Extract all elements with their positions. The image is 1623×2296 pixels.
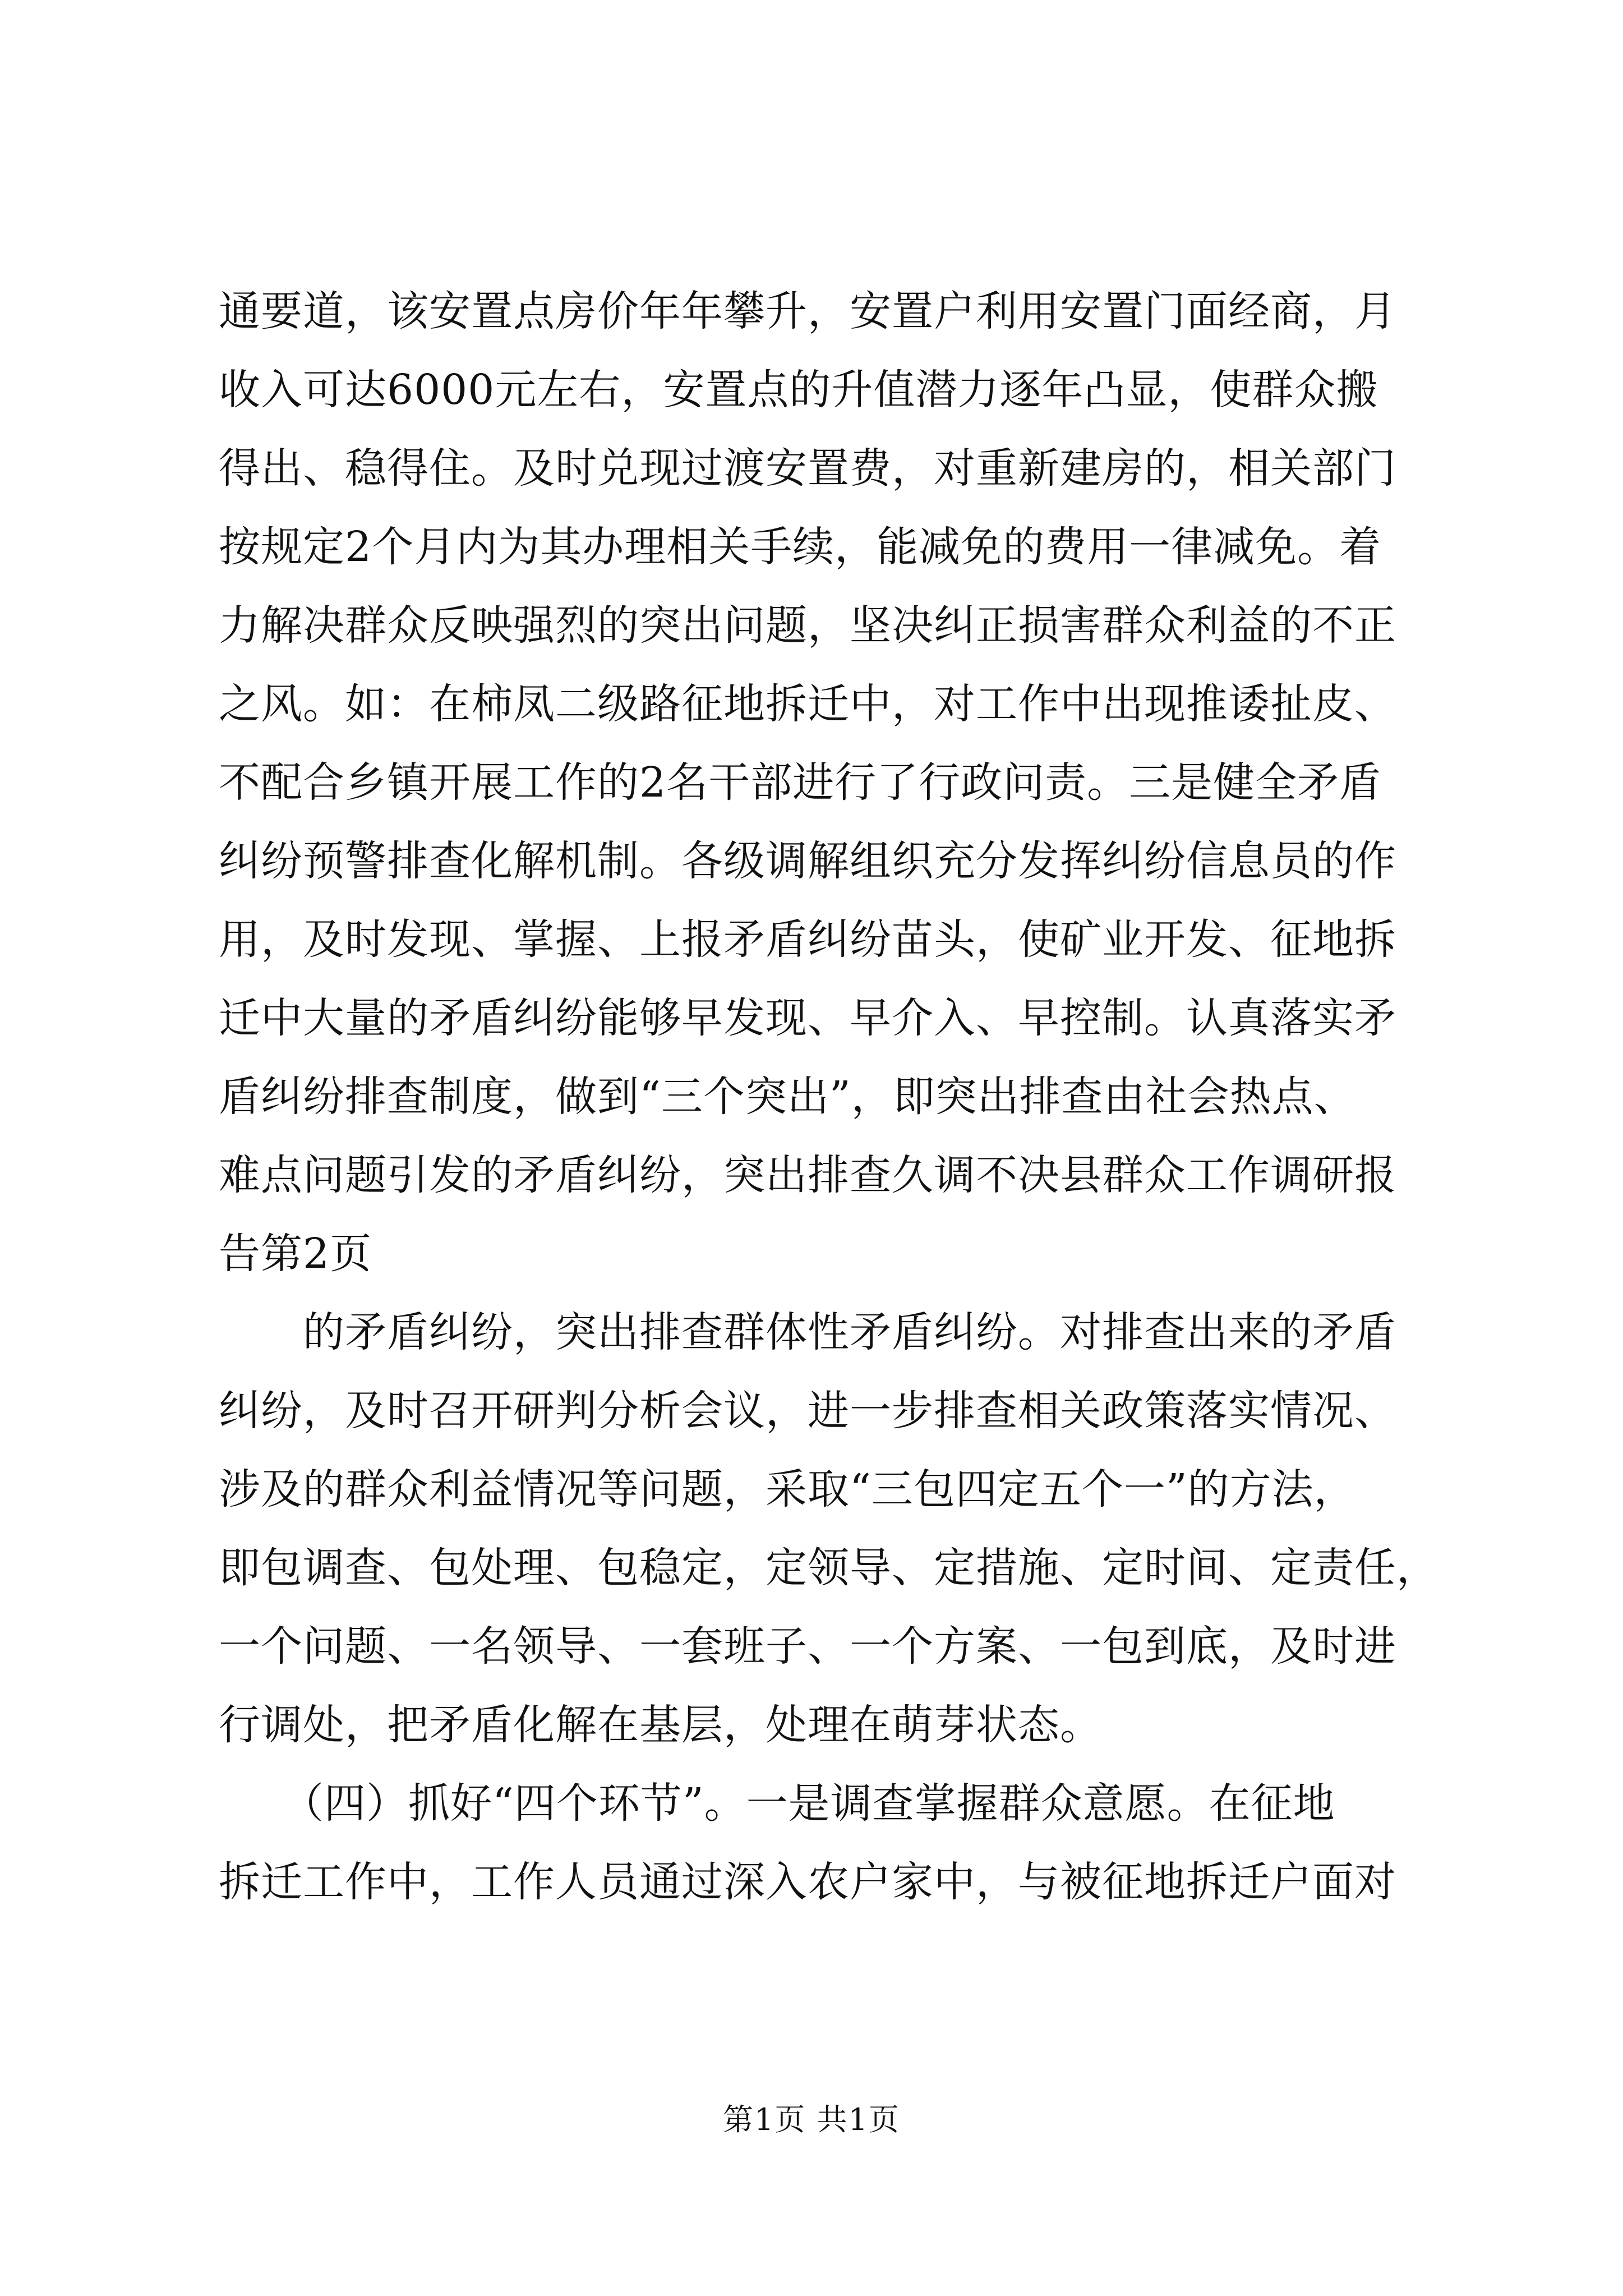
text-line: 一个问题、一名领导、一套班子、一个方案、一包到底，及时进: [219, 1622, 1396, 1671]
text-line: 用，及时发现、掌握、上报矛盾纠纷苗头，使矿业开发、征地拆: [219, 915, 1396, 964]
text-line: 行调处，把矛盾化解在基层，处理在萌芽状态。: [219, 1701, 1102, 1749]
text-line: 即包调查、包处理、包稳定，定领导、定措施、定时间、定责任，: [219, 1544, 1438, 1592]
text-line: 按规定2个月内为其办理相关手续，能减免的费用一律减免。着: [219, 523, 1382, 571]
text-line: 迁中大量的矛盾纠纷能够早发现、早介入、早控制。认真落实矛: [219, 994, 1396, 1042]
text-line: 得出、稳得住。及时兑现过渡安置费，对重新建房的，相关部门: [219, 444, 1396, 493]
text-line: 收入可达6000元左右，安置点的升值潜力逐年凸显，使群众搬: [219, 366, 1378, 414]
text-line: 通要道，该安置点房价年年攀升，安置户利用安置门面经商，月: [219, 287, 1396, 335]
text-line: 的矛盾纠纷，突出排查群体性矛盾纠纷。对排查出来的矛盾: [219, 1308, 1396, 1356]
text-line: 不配合乡镇开展工作的2名干部进行了行政问责。三是健全矛盾: [219, 758, 1382, 807]
text-line: 难点问题引发的矛盾纠纷，突出排查久调不决县群众工作调研报: [219, 1151, 1396, 1199]
text-line: 力解决群众反映强烈的突出问题，坚决纠正损害群众利益的不正: [219, 601, 1396, 650]
text-line: 盾纠纷排查制度，做到“三个突出”，即突出排查由社会热点、: [219, 1073, 1356, 1121]
text-line: 纠纷预警排查化解机制。各级调解组织充分发挥纠纷信息员的作: [219, 837, 1396, 885]
text-line: 拆迁工作中，工作人员通过深入农户家中，与被征地拆迁户面对: [219, 1858, 1396, 1906]
text-line: 之风。如：在柿凤二级路征地拆迁中，对工作中出现推诿扯皮、: [219, 680, 1396, 728]
text-line: 告第2页: [219, 1230, 372, 1278]
page-footer: 第1页 共1页: [723, 2102, 900, 2137]
text-line: （四）抓好“四个环节”。一是调查掌握群众意愿。在征地: [219, 1779, 1335, 1828]
text-line: 纠纷，及时召开研判分析会议，进一步排查相关政策落实情况、: [219, 1387, 1396, 1435]
text-line: 涉及的群众利益情况等问题，采取“三包四定五个一”的方法，: [219, 1465, 1356, 1513]
